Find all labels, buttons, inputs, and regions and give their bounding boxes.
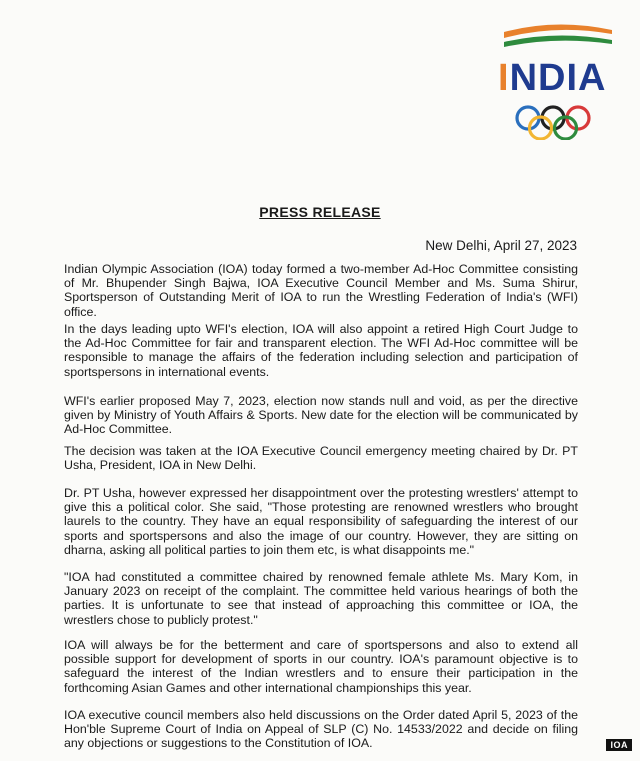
- ioa-india-logo: [496, 20, 620, 140]
- paragraph-4: The decision was taken at the IOA Executive Council emergency meeting chaired by Dr. PT Usha, President, IOA in New Delhi.: [64, 444, 578, 473]
- paragraph-6: "IOA had constituted a committee chaired by renowned female athlete Ms. Mary Kom, in January 2023 on receipt of the complaint. The committee held various hearings of both the parties. It is unfortunate to see that instead of approaching this committee or IOA, the wrestlers chose to publicly protest.": [64, 570, 578, 627]
- paragraph-3: WFI's earlier proposed May 7, 2023, election now stands null and void, as per the directive given by Ministry of Youth Affairs & Sports. New date for the election will be communicated by Ad-Hoc Committee.: [64, 394, 578, 437]
- paragraph-1: Indian Olympic Association (IOA) today formed a two-member Ad-Hoc Committee consisting of Mr. Bhupender Singh Bajwa, IOA Executive Council Member and Ms. Suma Shirur, Sportsperson of Outstanding Merit of IOA to run the Wrestling Federation of India's (WFI) office.: [64, 262, 578, 319]
- green-swoosh: [504, 35, 612, 47]
- page-title: PRESS RELEASE: [259, 204, 381, 220]
- paragraph-5: Dr. PT Usha, however expressed her disappointment over the protesting wrestlers' attempt to give this a political color. She said, "Those protesting are renowned wrestlers who brought laurels to the country. They have an equal responsibility of safeguarding the interest of our sports and sportspersons and also the image of our country. However, they are sitting on dharna, asking all political parties to join them etc, is what disappoints me.": [64, 486, 578, 557]
- paragraph-7: IOA will always be for the betterment and care of sportspersons and also to extend all possible support for development of sports in our country. IOA's paramount objective is to safeguard the interest of the Indian wrestlers and to ensure their participation in the forthcoming Asian Games and other international championships this year.: [64, 638, 578, 695]
- india-wordmark: INDIA: [498, 57, 607, 99]
- paragraph-8: IOA executive council members also held discussions on the Order dated April 5, 2023 of the Hon'ble Supreme Court of India on Appeal of SLP (C) No. 14533/2022 and decide on filing any objections or suggestions to the Constitution of IOA.: [64, 708, 578, 751]
- source-watermark: IOA: [606, 739, 632, 751]
- paragraph-2: In the days leading upto WFI's election, IOA will also appoint a retired High Court Judge to the Ad-Hoc Committee for fair and transparent election. The WFI Ad-Hoc committee will be responsible to manage the affairs of the federation including selection and participation of sportspersons in international events.: [64, 322, 578, 379]
- dateline: New Delhi, April 27, 2023: [425, 238, 577, 253]
